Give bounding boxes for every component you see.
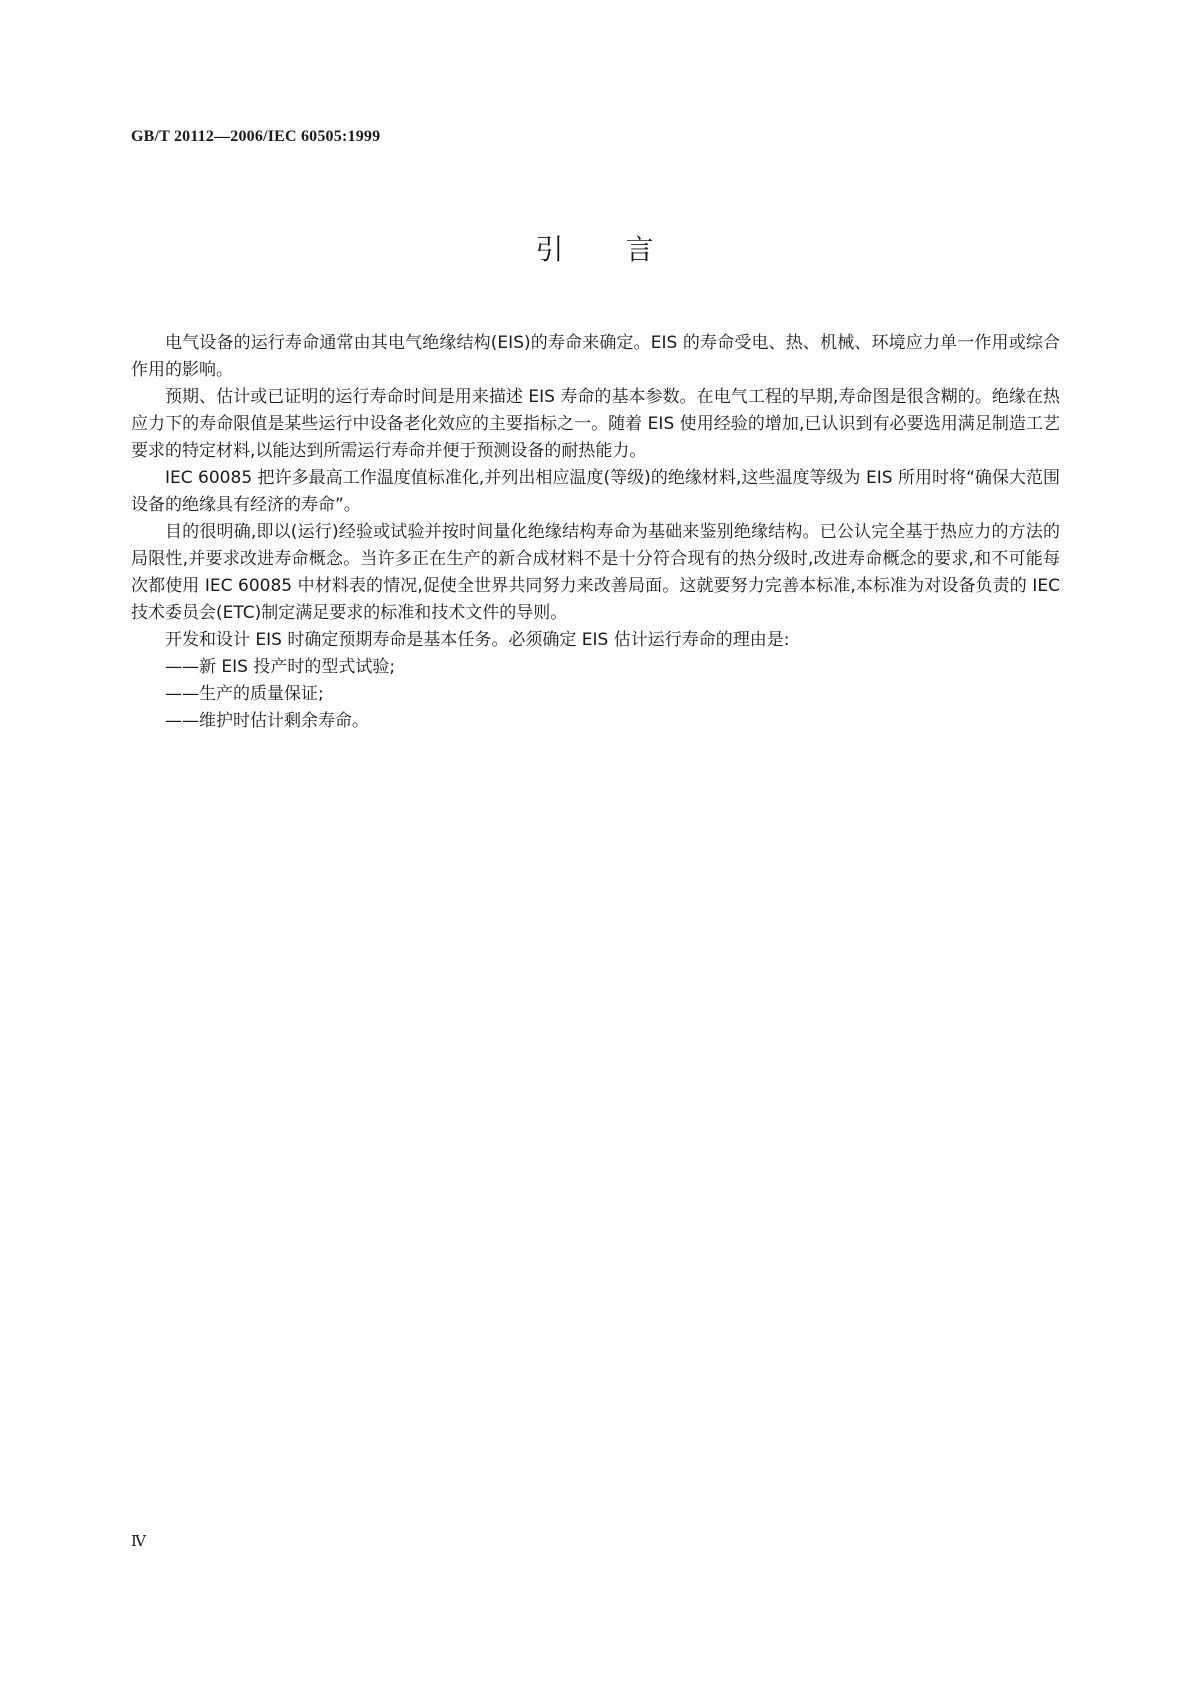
standard-number-header: GB/T 20112—2006/IEC 60505:1999 xyxy=(131,128,381,145)
paragraph: 预期、估计或已证明的运行寿命时间是用来描述 EIS 寿命的基本参数。在电气工程的早期,寿命图是很含糊的。绝缘在热应力下的寿命限值是某些运行中设备老化效应的主要指标之一。随着 EIS 使用经验的增加,已认识到有必要选用满足制造工艺要求的特定材料,以能达到所需运行寿命并便于预测设备的耐热能力。 xyxy=(131,387,1060,461)
list-item: ——新 EIS 投产时的型式试验; xyxy=(165,657,396,677)
paragraph: 电气设备的运行寿命通常由其电气绝缘结构(EIS)的寿命来确定。EIS 的寿命受电、热、机械、环境应力单一作用或综合作用的影响。 xyxy=(131,333,1060,380)
paragraph: 开发和设计 EIS 时确定预期寿命是基本任务。必须确定 EIS 估计运行寿命的理由是: xyxy=(165,630,790,650)
document-body xyxy=(131,330,1060,735)
section-title: 引 言 xyxy=(535,233,656,266)
paragraph: 目的很明确,即以(运行)经验或试验并按时间量化绝缘结构寿命为基础来鉴别绝缘结构。已公认完全基于热应力的方法的局限性,并要求改进寿命概念。当许多正在生产的新合成材料不是十分符合现有的热分级时,改进寿命概念的要求,和不可能每次都使用 IEC 60085 中材料表的情况,促使全世界共同努力来改善局面。这就要努力完善本标准,本标准为对设备负责的 IEC 技术委员会(ETC)制定满足要求的标准和技术文件的导则。 xyxy=(131,522,1060,623)
page-number: Ⅳ xyxy=(131,1534,146,1550)
list-item: ——生产的质量保证; xyxy=(165,684,324,704)
paragraph: IEC 60085 把许多最高工作温度值标准化,并列出相应温度(等级)的绝缘材料,这些温度等级为 EIS 所用时将“确保大范围设备的绝缘具有经济的寿命”。 xyxy=(131,468,1060,515)
list-item: ——维护时估计剩余寿命。 xyxy=(165,711,369,731)
